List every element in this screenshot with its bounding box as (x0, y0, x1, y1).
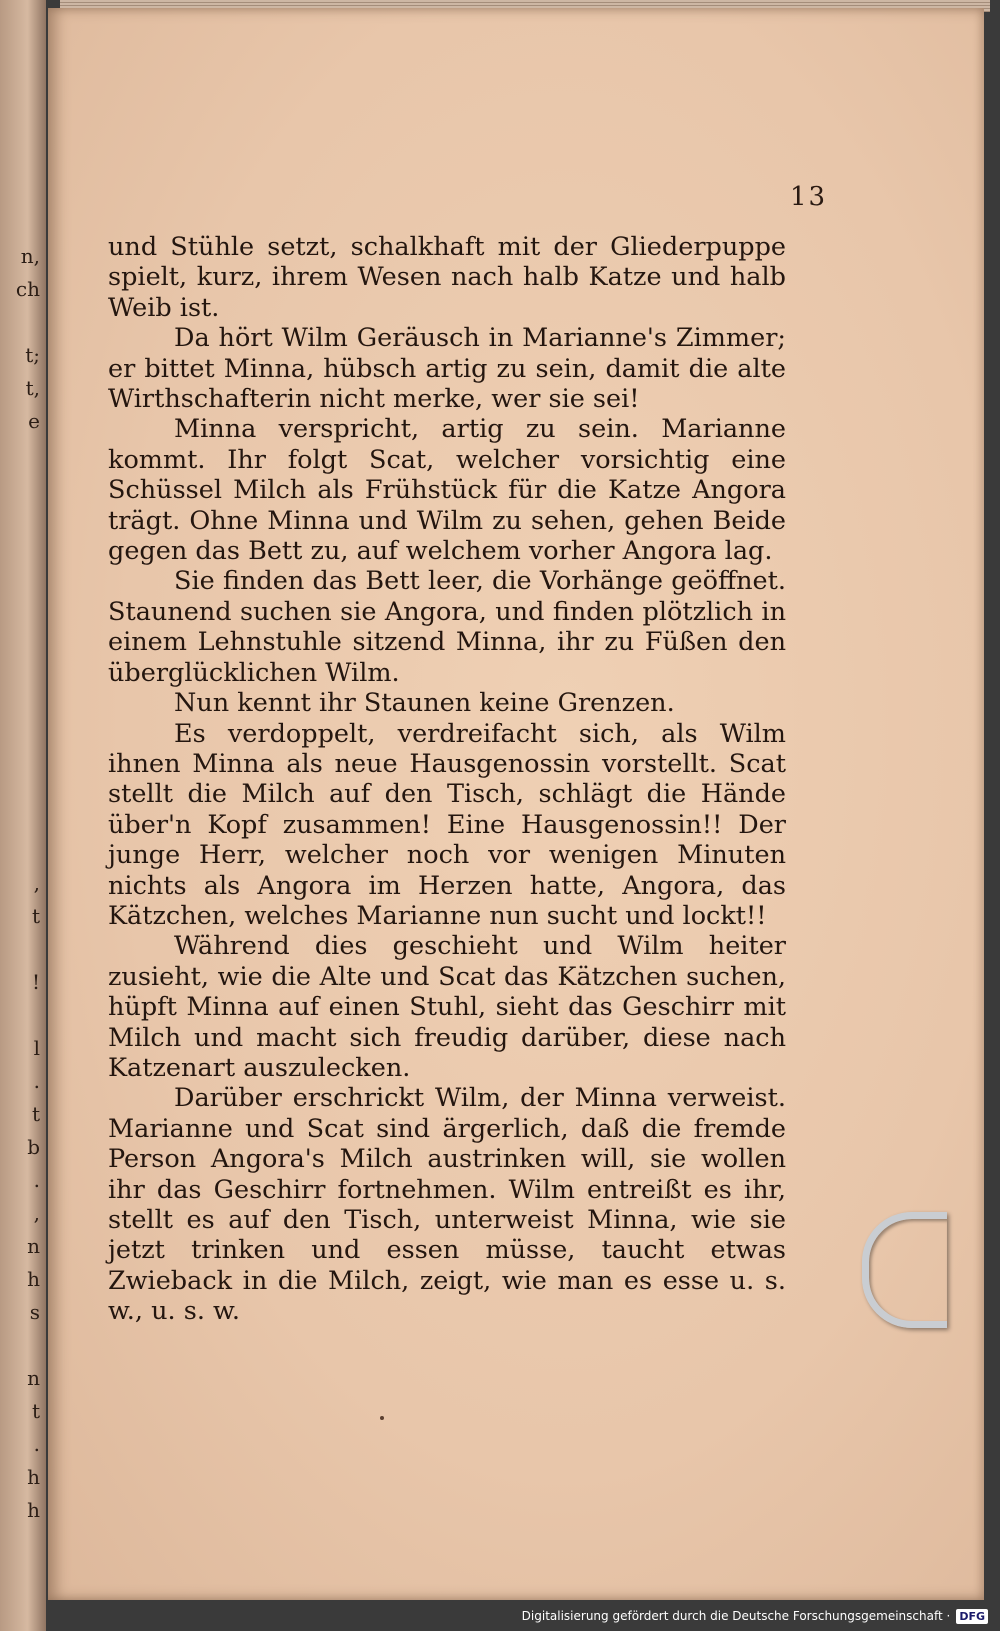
facing-page-fragment: l (33, 1036, 40, 1060)
facing-page-fragment (0, 702, 40, 735)
facing-page-text-fragments (0, 240, 40, 1527)
facing-page-fragment: t (31, 904, 40, 928)
facing-page-fragment (0, 306, 40, 339)
facing-page-fragment: t, (25, 376, 40, 400)
facing-page-fragment: e (28, 409, 40, 433)
facing-page-fragment: . (33, 1069, 40, 1093)
facing-page-fragment (0, 537, 40, 570)
digitization-footer (522, 1605, 988, 1627)
facing-page-fragment (0, 570, 40, 603)
paragraph: Es verdoppelt, verdreifacht sich, als Wilm ihnen Minna als neue Hausgenossin vorstellt. Scat stellt die Milch auf den Tisch, schlägt die Hände über'n Kopf zusammen! Eine Hausgenossin!! Der junge Herr, welcher noch vor wenigen Minuten nichts als Angora im Herzen hatte, Angora, das Kätzchen, welches Marianne nun sucht und lockt!! (108, 718, 786, 931)
body-text (108, 232, 786, 1327)
facing-page-fragment: s (29, 1300, 40, 1324)
facing-page-fragment (0, 801, 40, 834)
facing-page-fragment (0, 999, 40, 1032)
facing-page-fragment (0, 471, 40, 504)
paragraph: Da hört Wilm Geräusch in Marianne's Zimmer; er bittet Minna, hübsch artig zu sein, damit die alte Wirthschafterin nicht merke, wer sie sei! (108, 323, 786, 415)
facing-page-fragment: h (27, 1498, 40, 1522)
facing-page-fragment: t; (25, 343, 40, 367)
paragraph: Nun kennt ihr Staunen keine Grenzen. (174, 688, 675, 719)
facing-page-fragment: h (27, 1465, 40, 1489)
paper-clip (862, 1212, 947, 1328)
facing-page-fragment (0, 438, 40, 471)
facing-page-fragment (0, 768, 40, 801)
paragraph: Minna verspricht, artig zu sein. Marianne kommt. Ihr folgt Scat, welcher vorsichtig eine Schüssel Milch als Frühstück für die Katze Angora trägt. Ohne Minna und Wilm zu sehen, gehen Beide gegen das Bett zu, auf welchem vorher Angora lag. (108, 414, 786, 567)
facing-page-fragment (0, 933, 40, 966)
facing-page-fragment: n (27, 1234, 40, 1258)
facing-page-fragment: n, (20, 244, 40, 268)
facing-page-fragment: h (27, 1267, 40, 1291)
facing-page-fragment (0, 834, 40, 867)
ink-speck (380, 1416, 384, 1420)
facing-page-fragment: . (33, 1168, 40, 1192)
facing-page-fragment (0, 636, 40, 669)
facing-page-fragment (0, 735, 40, 768)
facing-page-fragment (0, 603, 40, 636)
facing-page-fragment: ! (31, 970, 40, 994)
facing-page-fragment: ch (15, 277, 40, 301)
facing-page-fragment: . (33, 1432, 40, 1456)
facing-page-fragment: t (31, 1102, 40, 1126)
page-number: 13 (790, 182, 828, 212)
facing-page-fragment: , (33, 871, 40, 895)
facing-page-fragment (0, 1329, 40, 1362)
facing-page-fragment: n (27, 1366, 40, 1390)
dfg-logo-icon: DFG (956, 1609, 988, 1624)
paragraph: Während dies geschieht und Wilm heiter zusieht, wie die Alte und Scat das Kätzchen suchen, hüpft Minna auf einen Stuhl, sieht das Geschirr mit Milch und macht sich freudig darüber, diese nach Katzenart auszulecken. (108, 931, 786, 1083)
facing-page-fragment (0, 669, 40, 702)
paragraph: und Stühle setzt, schalkhaft mit der Gliederpuppe spielt, kurz, ihrem Wesen nach halb Katze und halb Weib ist. (108, 232, 786, 323)
facing-page-fragment: b (27, 1135, 40, 1159)
facing-page-edge (0, 0, 46, 1631)
paragraph: Darüber erschrickt Wilm, der Minna verweist. Marianne und Scat sind ärgerlich, daß die fremde Person Angora's Milch austrinken will, sie wollen ihr das Geschirr fortnehmen. Wilm entreißt es ihr, stellt es auf den Tisch, unterweist Minna, wie sie jetzt trinken und essen müsse, taucht etwas Zwieback in die Milch, zeigt, wie man es esse u. s. w., u. s. w. (108, 1083, 786, 1327)
paragraph: Sie finden das Bett leer, die Vorhänge geöffnet. Staunend suchen sie Angora, und finden plötzlich in einem Lehnstuhle sitzend Minna, ihr zu Füßen den überglücklichen Wilm. (108, 566, 786, 688)
facing-page-fragment: , (33, 1201, 40, 1225)
facing-page-fragment: t (31, 1399, 40, 1423)
footer-credit-text: Digitalisierung gefördert durch die Deutsche Forschungsgemeinschaft · (521, 1609, 951, 1623)
facing-page-fragment (0, 504, 40, 537)
